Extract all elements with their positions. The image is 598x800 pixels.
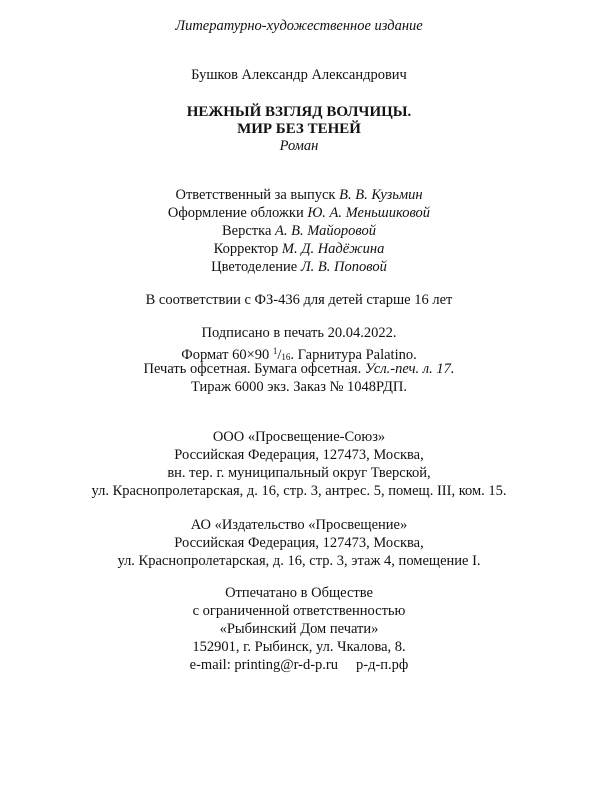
book-title-line1: НЕЖНЫЙ ВЗГЛЯД ВОЛЧИЦЫ.	[186, 104, 412, 120]
credit-line	[0, 258, 598, 276]
format-prefix: Формат 60×90	[181, 347, 270, 363]
credit-role: Корректор	[213, 241, 279, 257]
publisher1-address: Российская Федерация, 127473, Москва,	[174, 447, 424, 463]
edition-type: Литературно-художественное издание	[175, 18, 423, 34]
credit-role: Ответственный за выпуск	[175, 187, 336, 203]
credit-line	[0, 240, 598, 258]
credit-role: Цветоделение	[211, 259, 298, 275]
printer-line: Отпечатано в Обществе	[225, 585, 373, 601]
credit-person: В. В. Кузьмин	[339, 187, 423, 203]
publisher1-name: ООО «Просвещение-Союз»	[212, 429, 386, 445]
credit-role: Верстка	[222, 223, 272, 239]
publisher1-address: ул. Краснопролетарская, д. 16, стр. 3, антрес. 5, помещ. III, ком. 15.	[91, 483, 507, 499]
circulation-line: Тираж 6000 экз. Заказ № 1048РДП.	[191, 379, 407, 395]
paper-prefix: Печать офсетная. Бумага офсетная.	[143, 361, 362, 377]
publisher1-address: вн. тер. г. муниципальный округ Тверской,	[167, 465, 431, 481]
format-fraction-denominator: 16	[281, 352, 291, 362]
credit-line	[0, 186, 598, 204]
printer-email: e-mail: printing@r-d-p.ru	[189, 657, 339, 673]
format-suffix: . Гарнитура Palatino.	[290, 347, 417, 363]
credit-line	[0, 204, 598, 222]
printer-name: «Рыбинский Дом печати»	[219, 621, 379, 637]
format-fraction-numerator: 1	[272, 346, 278, 356]
book-genre: Роман	[279, 138, 319, 154]
author-name: Бушков Александр Александрович	[191, 67, 407, 83]
paper-sheets: Усл.-печ. л. 17.	[364, 361, 455, 377]
credit-person: А. В. Майоровой	[275, 223, 376, 239]
publisher2-address: ул. Краснопролетарская, д. 16, стр. 3, этаж 4, помещение I.	[117, 553, 481, 569]
printer-contacts	[0, 656, 598, 674]
paper-line	[0, 360, 598, 378]
printer-line: с ограниченной ответственностью	[192, 603, 406, 619]
printer-website: р-д-п.рф	[356, 657, 409, 673]
credit-role: Оформление обложки	[167, 205, 304, 221]
age-rating: В соответствии с ФЗ-436 для детей старше 16 лет	[145, 292, 453, 308]
credit-line	[0, 222, 598, 240]
printer-address: 152901, г. Рыбинск, ул. Чкалова, 8.	[192, 639, 406, 655]
credit-person: Ю. А. Меньшиковой	[307, 205, 431, 221]
publisher2-name: АО «Издательство «Просвещение»	[190, 517, 408, 533]
book-title-line2: МИР БЕЗ ТЕНЕЙ	[237, 121, 361, 137]
credit-person: Л. В. Поповой	[300, 259, 387, 275]
signed-to-print: Подписано в печать 20.04.2022.	[201, 325, 397, 341]
credit-person: М. Д. Надёжина	[281, 241, 385, 257]
publisher2-address: Российская Федерация, 127473, Москва,	[174, 535, 424, 551]
format-fraction: $^1$/16	[272, 346, 291, 363]
